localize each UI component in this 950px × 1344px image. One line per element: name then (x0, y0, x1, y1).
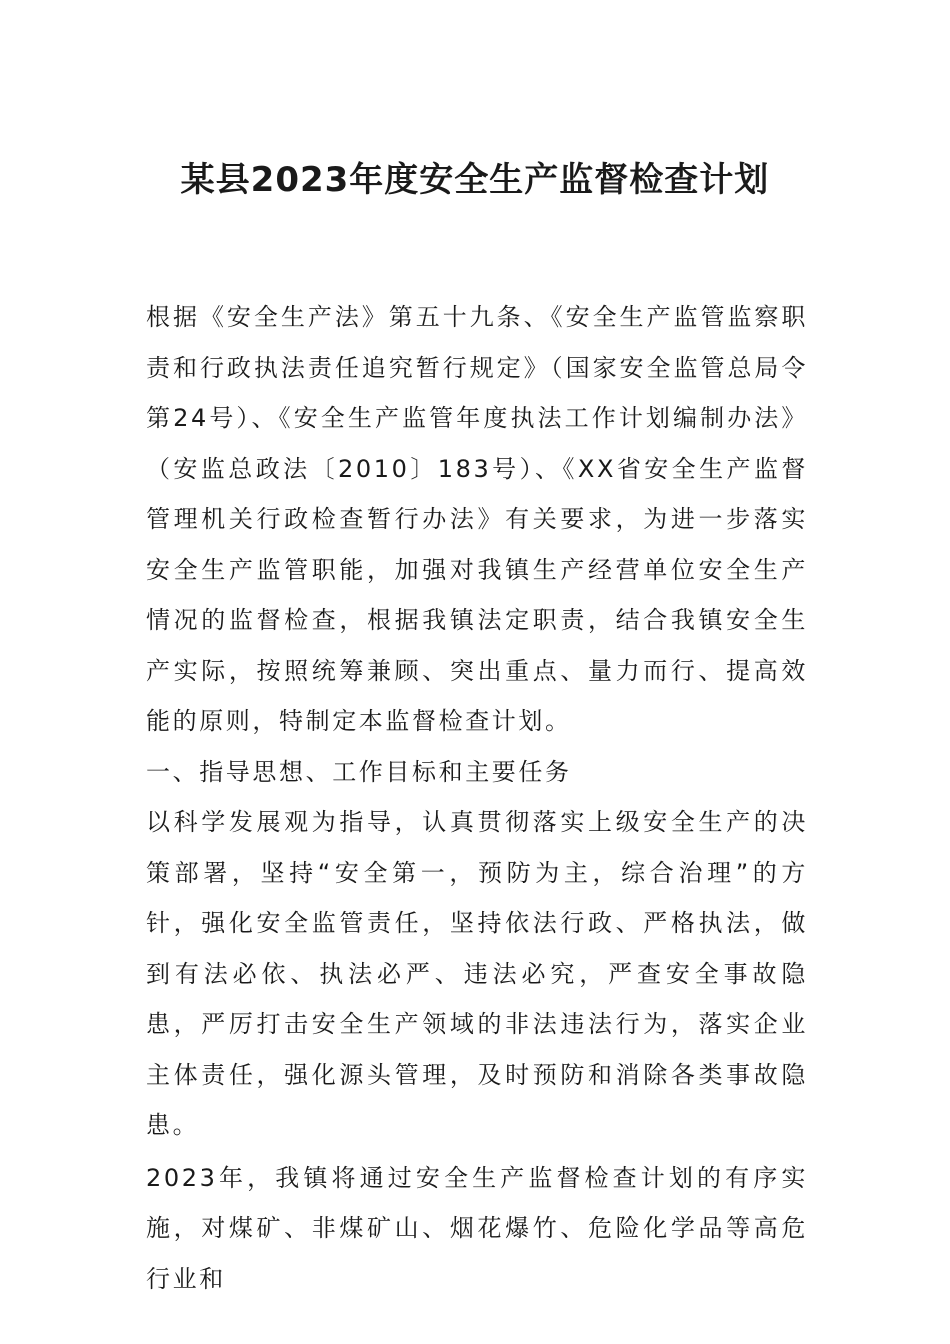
section-heading-1: 一、指导思想、工作目标和主要任务 (146, 757, 572, 786)
document-title: 某县2023年度安全生产监督检查计划 (180, 160, 770, 200)
document-body (146, 292, 808, 1304)
intro-paragraph: 根据《安全生产法》第五十九条、《安全生产监管监察职责和行政执法责任追究暂行规定》（国家安全监管总局令第24号）、《安全生产监管年度执法工作计划编制办法》（安监总政法〔2010〕183号）、《XX省安全生产监督管理机关行政检查暂行办法》有关要求，为进一步落实安全生产监管职能，加强对我镇生产经营单位安全生产情况的监督检查，根据我镇法定职责，结合我镇安全生产实际，按照统筹兼顾、突出重点、量力而行、提高效能的原则，特制定本监督检查计划。 (146, 303, 808, 735)
section-1-paragraph-2: 2023年，我镇将通过安全生产监督检查计划的有序实施，对煤矿、非煤矿山、烟花爆竹、危险化学品等高危行业和 (146, 1163, 808, 1293)
section-1-paragraph-1: 以科学发展观为指导，认真贯彻落实上级安全生产的决策部署，坚持“安全第一，预防为主，综合治理”的方针，强化安全监管责任，坚持依法行政、严格执法，做到有法必依、执法必严、违法必究，严查安全事故隐患，严厉打击安全生产领域的非法违法行为，落实企业主体责任，强化源头管理，及时预防和消除各类事故隐患。 (146, 808, 808, 1139)
